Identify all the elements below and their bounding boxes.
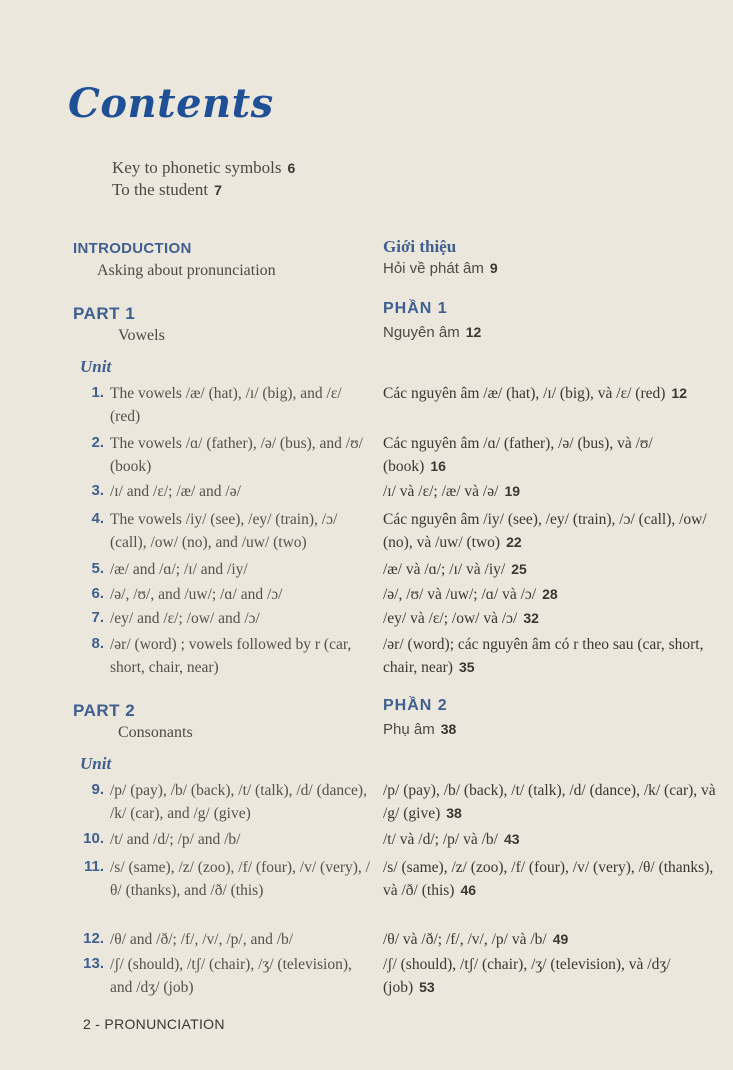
- toc-page-number: 53: [419, 979, 435, 995]
- unit-title-en: /s/ (same), /z/ (zoo), /f/ (four), /v/ (very), /θ/ (thanks), and /ð/ (this): [110, 859, 370, 899]
- unit-number: 13.: [83, 955, 104, 972]
- unit-title-vi-text: Các nguyên âm /ɑ/ (father), /ə/ (bus), và /ʊ/ (book): [383, 435, 653, 475]
- intro-sub-en: Asking about pronunciation: [97, 262, 276, 279]
- part1-heading-en: PART 1: [73, 304, 136, 323]
- part1-sub-vi: [383, 324, 481, 341]
- toc-page-number: 7: [214, 182, 222, 198]
- unit-title-en: /t/ and /d/; /p/ and /b/: [110, 831, 241, 848]
- unit-title-vi-text: /s/ (same), /z/ (zoo), /f/ (four), /v/ (very), /θ/ (thanks), và /ð/ (this): [383, 859, 714, 899]
- intro-sub-vi-text: Hỏi về phát âm: [383, 260, 484, 277]
- unit-number: 12.: [83, 930, 104, 947]
- toc-page-number: 22: [506, 534, 522, 550]
- unit-title-vi: [383, 583, 718, 606]
- intro-heading-en: INTRODUCTION: [73, 240, 192, 257]
- unit-title-vi: [383, 558, 718, 581]
- unit-title-vi: [383, 382, 718, 405]
- unit-title-vi-text: /ey/ và /ɛ/; /ow/ và /ɔ/: [383, 610, 518, 627]
- toc-page-number: 38: [446, 805, 462, 821]
- unit-title-en: /æ/ and /ɑ/; /ɪ/ and /iy/: [110, 561, 248, 578]
- unit-number: 5.: [91, 560, 104, 577]
- unit-number: 4.: [91, 510, 104, 527]
- unit-title-vi: [383, 953, 718, 999]
- unit-label: Unit: [80, 754, 112, 773]
- toc-page-number: 32: [523, 610, 539, 626]
- part2-sub-vi: [383, 721, 456, 738]
- unit-title-vi-text: /ʃ/ (should), /tʃ/ (chair), /ʒ/ (television), và /dʒ/ (job): [383, 956, 671, 996]
- toc-page-number: 46: [460, 882, 477, 898]
- unit-title-vi: [383, 828, 718, 851]
- toc-page-number: 6: [287, 160, 296, 176]
- unit-number: 10.: [83, 830, 104, 847]
- unit-title-vi: [383, 607, 718, 630]
- toc-page-number: 49: [552, 931, 569, 947]
- unit-title-en: /ə/, /ʊ/, and /uw/; /ɑ/ and /ɔ/: [110, 586, 283, 603]
- part2-heading-en: PART 2: [73, 701, 136, 720]
- unit-title-en: /ər/ (word) ; vowels followed by r (car, short, chair, near): [110, 636, 352, 676]
- unit-number: 1.: [91, 384, 104, 401]
- unit-title-en: /ɪ/ and /ɛ/; /æ/ and /ə/: [110, 483, 241, 500]
- toc-page-number: 12: [465, 324, 482, 340]
- part2-heading-vi: PHẦN 2: [383, 697, 448, 714]
- unit-title-vi-text: /ə/, /ʊ/ và /uw/; /ɑ/ và /ɔ/: [383, 586, 537, 603]
- page-footer: 2 - PRONUNCIATION: [83, 1016, 225, 1032]
- toc-page-number: 9: [489, 260, 498, 276]
- unit-title-en: /θ/ and /ð/; /f/, /v/, /p/, and /b/: [110, 931, 294, 948]
- unit-title-en: The vowels /ɑ/ (father), /ə/ (bus), and /ʊ/ (book): [110, 435, 363, 475]
- unit-title-vi-text: /ɪ/ và /ɛ/; /æ/ và /ə/: [383, 483, 499, 500]
- unit-title-vi: [383, 508, 718, 554]
- unit-title-en: /p/ (pay), /b/ (back), /t/ (talk), /d/ (dance), /k/ (car), and /g/ (give): [110, 782, 367, 822]
- unit-number: 2.: [91, 434, 104, 451]
- part2-sub-vi-text: Phụ âm: [383, 721, 435, 738]
- toc-page-number: 35: [458, 659, 475, 675]
- part1-sub-vi-text: Nguyên âm: [383, 324, 460, 341]
- toc-page-number: 25: [511, 561, 527, 577]
- toc-front-text: Key to phonetic symbols: [112, 158, 282, 177]
- intro-sub-vi: [383, 260, 498, 277]
- toc-front-text: To the student: [112, 180, 209, 199]
- toc-page-number: 16: [430, 458, 446, 474]
- toc-page-number: 12: [671, 385, 687, 401]
- unit-title-en: The vowels /æ/ (hat), /ɪ/ (big), and /ɛ/ (red): [110, 385, 342, 425]
- unit-title-vi: [383, 856, 718, 902]
- unit-title-vi-text: /p/ (pay), /b/ (back), /t/ (talk), /d/ (dance), /k/ (car), và /g/ (give): [383, 782, 716, 822]
- unit-title-vi: [383, 432, 718, 478]
- part2-sub-en: Consonants: [118, 724, 193, 741]
- toc-front-item: [112, 158, 295, 178]
- toc-page-number: 28: [542, 586, 558, 602]
- unit-title-vi-text: /t/ và /d/; /p/ và /b/: [383, 831, 498, 848]
- unit-label: Unit: [80, 357, 112, 376]
- toc-page-number: 38: [440, 721, 457, 737]
- unit-number: 8.: [91, 635, 104, 652]
- toc-front-item: [112, 180, 222, 200]
- unit-title-vi: [383, 928, 718, 951]
- unit-number: 6.: [91, 585, 104, 602]
- unit-title-vi-text: Các nguyên âm /iy/ (see), /ey/ (train), /ɔ/ (call), /ow/ (no), và /uw/ (two): [383, 511, 707, 551]
- unit-title-vi: [383, 779, 718, 825]
- unit-number: 3.: [91, 482, 104, 499]
- unit-title-en: The vowels /iy/ (see), /ey/ (train), /ɔ/ (call), /ow/ (no), and /uw/ (two): [110, 511, 338, 551]
- unit-title-vi: [383, 480, 718, 503]
- unit-title-vi-text: /ər/ (word); các nguyên âm có r theo sau (car, short, chair, near): [383, 636, 704, 676]
- unit-title-vi-text: /θ/ và /ð/; /f/, /v/, /p/ và /b/: [383, 931, 547, 948]
- unit-number: 7.: [91, 609, 104, 626]
- toc-page-number: 43: [503, 831, 520, 847]
- intro-heading-vi: Giới thiệu: [383, 237, 457, 256]
- page-title: Contents: [68, 80, 274, 127]
- unit-number: 9.: [91, 781, 104, 798]
- toc-page-number: 19: [504, 483, 521, 499]
- unit-title-vi-text: Các nguyên âm /æ/ (hat), /ɪ/ (big), và /ɛ/ (red): [383, 385, 666, 402]
- part1-heading-vi: PHẦN 1: [383, 300, 448, 317]
- unit-title-en: /ʃ/ (should), /tʃ/ (chair), /ʒ/ (television), and /dʒ/ (job): [110, 956, 352, 996]
- part1-sub-en: Vowels: [118, 327, 165, 344]
- unit-title-vi-text: /æ/ và /ɑ/; /ɪ/ và /iy/: [383, 561, 506, 578]
- unit-title-en: /ey/ and /ɛ/; /ow/ and /ɔ/: [110, 610, 260, 627]
- unit-title-vi: [383, 633, 718, 679]
- unit-number: 11.: [83, 858, 104, 875]
